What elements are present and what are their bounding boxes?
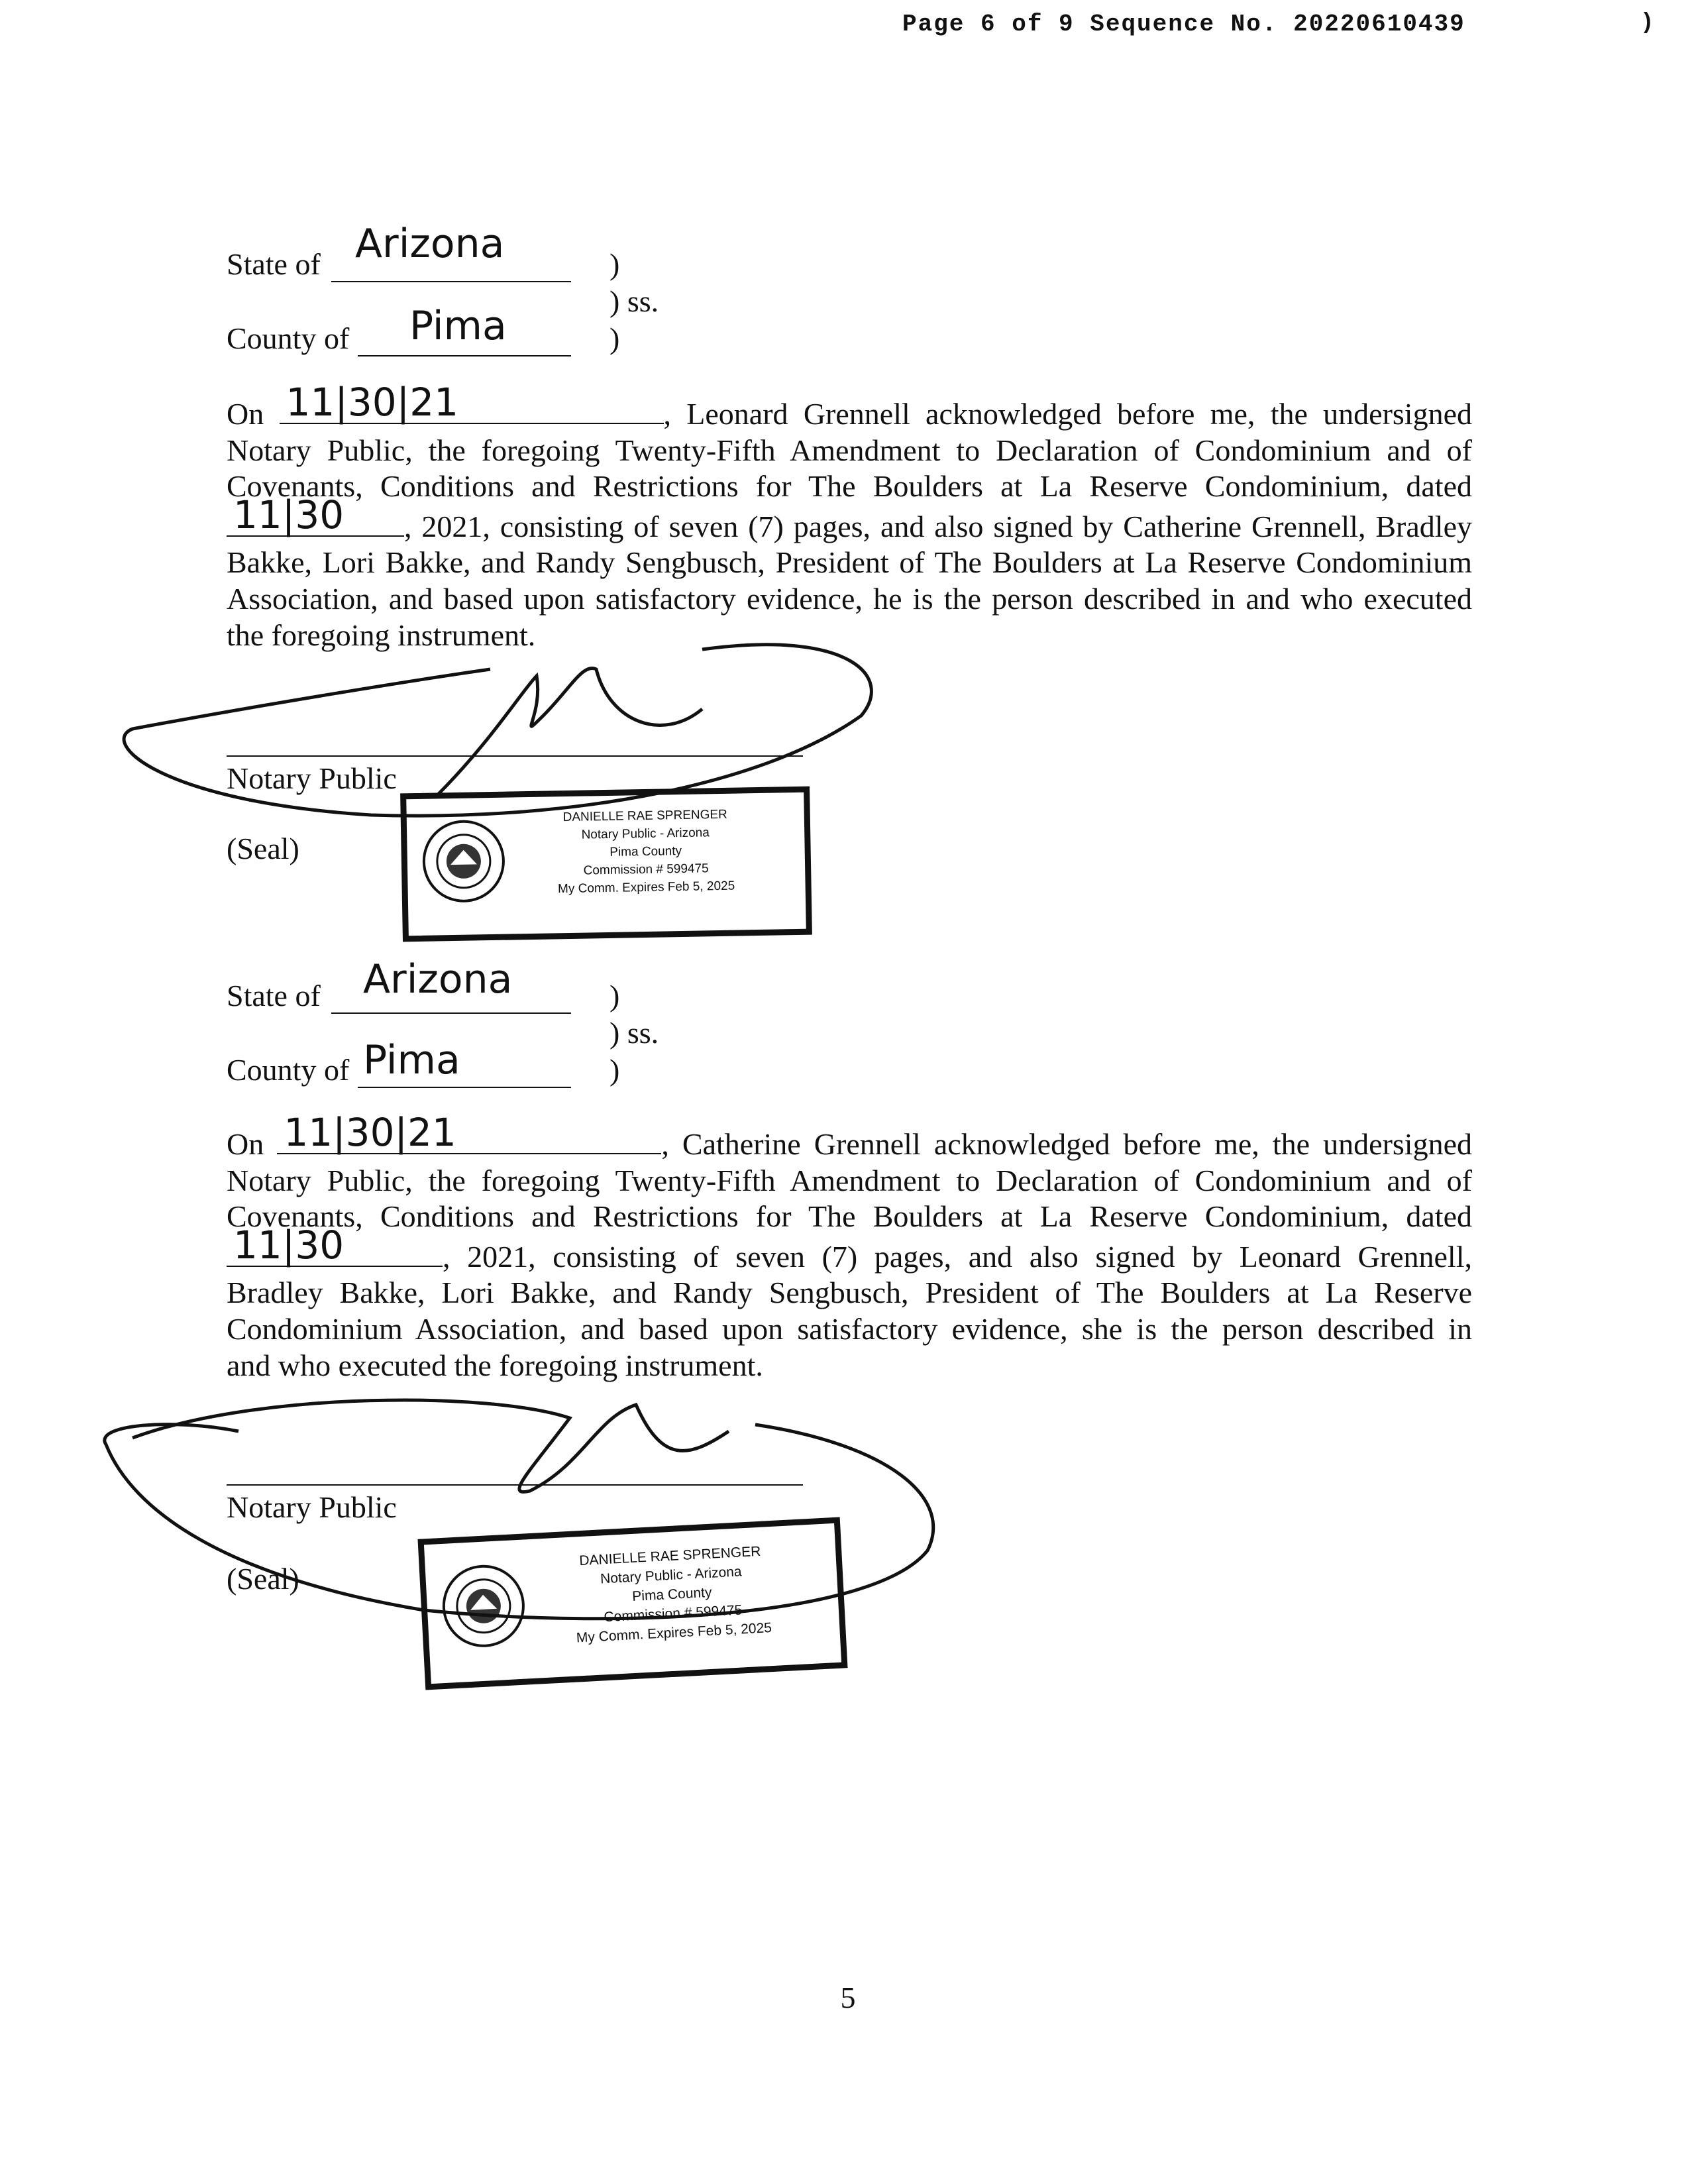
ss-label: ) ss. (610, 1016, 659, 1050)
state-label: State of (227, 979, 321, 1012)
ss-label: ) ss. (610, 284, 659, 318)
stamp-county: Pima County (610, 844, 682, 859)
state-blank (331, 281, 571, 282)
stamp-commission: Commission # 599475 (583, 861, 709, 878)
page-sequence-header: Page 6 of 9 Sequence No. 20220610439 (902, 11, 1465, 38)
paren: ) (610, 247, 620, 281)
dated-blank (227, 1222, 443, 1268)
paren: ) (610, 321, 620, 355)
dated-handwritten: 11|30 (233, 492, 344, 537)
paragraph-line-7: and who executed the foregoing instrument. (227, 1348, 763, 1382)
paragraph-line-2: Notary Public, the foregoing Twenty-Fifth Amendment to Declaration of Condominium and of (227, 433, 1472, 467)
county-label: County of (227, 1053, 350, 1087)
paragraph-line-2: Notary Public, the foregoing Twenty-Fifth Amendment to Declaration of Condominium and of (227, 1163, 1472, 1197)
state-handwritten: Arizona (355, 221, 505, 267)
stamp-title: Notary Public - Arizona (600, 1564, 743, 1587)
dated-blank (227, 492, 404, 537)
stamp-commission: Commission # 599475 (603, 1602, 743, 1625)
paragraph-line-7: the foregoing instrument. (227, 618, 536, 652)
stamp-name: DANIELLE RAE SPRENGER (578, 1543, 761, 1569)
paragraph-line-3: Covenants, Conditions and Restrictions for The Boulders at La Reserve Condominium, dated (227, 469, 1472, 504)
date-handwritten: 11|30|21 (284, 1110, 456, 1155)
stamp-title: Notary Public - Arizona (581, 826, 710, 842)
paren: ) (610, 979, 620, 1012)
paragraph-line-6: Association, and based upon satisfactory evidence, he is the person described in and who executed (227, 581, 1472, 616)
seal-label: (Seal) (227, 1562, 299, 1596)
stamp-name: DANIELLE RAE SPRENGER (562, 807, 727, 825)
paragraph-line-6: Condominium Association, and based upon satisfactory evidence, she is the person described in (227, 1311, 1472, 1346)
paragraph-line-3: Covenants, Conditions and Restrictions for The Boulders at La Reserve Condominium, dated (227, 1199, 1472, 1234)
date-blank (280, 380, 664, 425)
state-label: State of (227, 247, 321, 281)
paren: ) (610, 1053, 620, 1087)
county-blank (358, 355, 571, 356)
paragraph-line-1: , Leonard Grennell acknowledged before me, the undersigned (663, 397, 1472, 431)
county-handwritten: Pima (409, 303, 507, 349)
on-label: On (227, 397, 264, 431)
page-number: 5 (840, 1981, 856, 2014)
state-handwritten: Arizona (363, 956, 513, 1003)
acknowledgment-paragraph-2 (227, 1110, 1472, 1384)
date-handwritten: 11|30|21 (286, 380, 459, 425)
notary-signature (119, 636, 881, 848)
paragraph-line-5: Bakke, Lori Bakke, and Randy Sengbusch, President of The Boulders at La Reserve Condominium (227, 545, 1472, 580)
county-label: County of (227, 321, 350, 355)
stamp-expires: My Comm. Expires Feb 5, 2025 (576, 1620, 772, 1646)
on-label: On (227, 1127, 264, 1161)
notary-public-label: Notary Public (227, 761, 397, 795)
county-blank (358, 1087, 571, 1088)
notary-public-label: Notary Public (227, 1490, 397, 1524)
county-handwritten: Pima (363, 1037, 460, 1083)
paragraph-line-4: , 2021, consisting of seven (7) pages, and also signed by Leonard Grennell, (443, 1239, 1472, 1274)
dated-handwritten: 11|30 (233, 1222, 344, 1268)
state-blank (331, 1012, 571, 1014)
stamp-expires: My Comm. Expires Feb 5, 2025 (557, 879, 735, 897)
paragraph-line-4: , 2021, consisting of seven (7) pages, and also signed by Catherine Grennell, Bradley (404, 509, 1472, 543)
acknowledgment-paragraph-1 (227, 380, 1472, 653)
date-blank (277, 1110, 661, 1155)
paragraph-line-5: Bradley Bakke, Lori Bakke, and Randy Sengbusch, President of The Boulders at La Reserve (227, 1276, 1472, 1310)
stamp-county: Pima County (631, 1584, 712, 1605)
notary-signature (93, 1378, 941, 1630)
edge-mark: ) (1640, 11, 1654, 36)
paragraph-line-1: , Catherine Grennell acknowledged before me, the undersigned (661, 1127, 1472, 1161)
seal-label: (Seal) (227, 832, 299, 865)
